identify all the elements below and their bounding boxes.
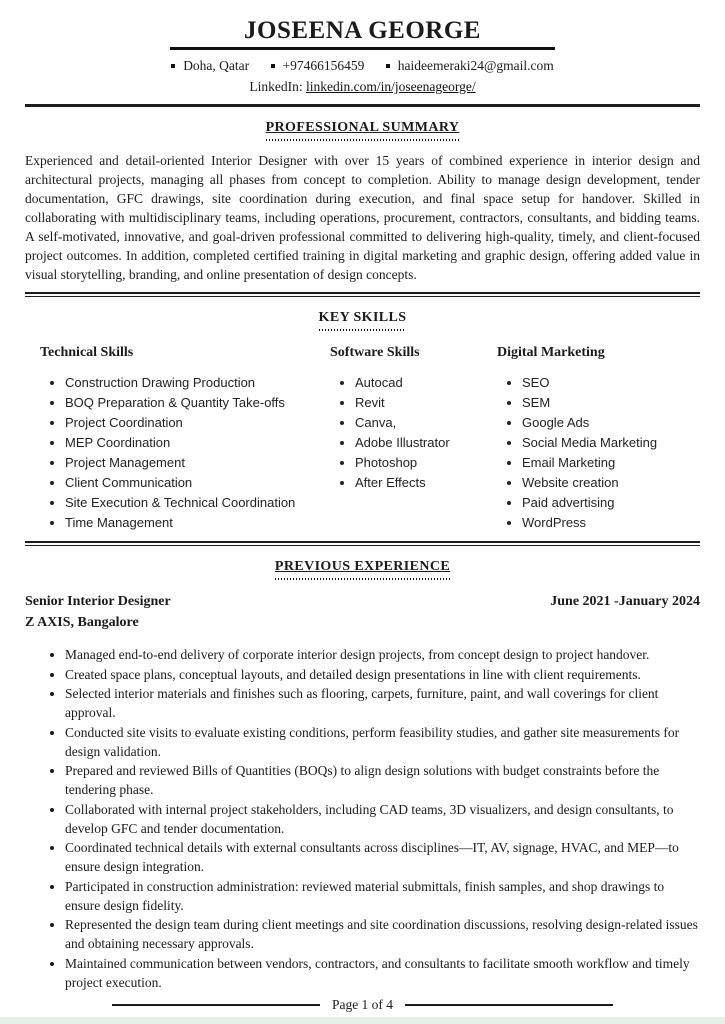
list-item: • Revit <box>355 393 497 413</box>
page-footer <box>0 997 725 1013</box>
list-item: • MEP Coordination <box>65 433 330 453</box>
list-item: • Project Coordination <box>65 413 330 433</box>
section-divider <box>25 541 700 546</box>
square-bullet-icon <box>386 64 390 68</box>
summary-heading: PROFESSIONAL SUMMARY <box>261 120 465 141</box>
page-indicator: Page 1 of 4 <box>331 997 394 1012</box>
header-rule <box>25 104 700 107</box>
contact-location: Doha, Qatar <box>171 58 249 73</box>
list-item: • Autocad <box>355 373 497 393</box>
linkedin-link[interactable]: linkedin.com/in/joseenageorge/ <box>306 79 476 94</box>
skills-heading-wrap <box>0 308 725 331</box>
linkedin-label: LinkedIn: <box>249 79 303 94</box>
square-bullet-icon <box>271 64 275 68</box>
footer-rule-right <box>405 1004 613 1006</box>
list-item: • Conducted site visits to evaluate existing conditions, perform feasibility studies, and gather site measurements for design validation. <box>65 723 700 761</box>
skills-column-title: Digital Marketing <box>497 345 605 360</box>
list-item: • BOQ Preparation & Quantity Take-offs <box>65 393 330 413</box>
list-item: • Collaborated with internal project stakeholders, including CAD teams, 3D visualizers, and design consultants, to develop GFC and tender documentation. <box>65 800 700 838</box>
list-item: • Website creation <box>522 473 700 493</box>
list-item: • Project Management <box>65 453 330 473</box>
list-item: • Google Ads <box>522 413 700 433</box>
skills-column-technical <box>25 345 330 533</box>
skills-column-digital-marketing <box>497 345 700 533</box>
name-underline <box>170 47 555 50</box>
list-item: • Time Management <box>65 513 330 533</box>
list-item: • Photoshop <box>355 453 497 473</box>
summary-paragraph: Experienced and detail-oriented Interior Designer with over 15 years of combined experience in interior design and architectural projects, managing all phases from concept to completion. Ability to manage design development, tender documentation, GFC drawings, site coordination during execution, and final space setup for handover. Skilled in collaborating with multidisciplinary teams, including operations, procurement, contractors, consultants, and bidding teams. A self-motivated, innovative, and goal-driven professional committed to delivering high-quality, timely, and client-focused project outcomes. In addition, completed certified training in digital marketing and graphic design, offering added value in visual storytelling, branding, and online presentation of design concepts. <box>25 153 700 282</box>
experience-heading-wrap <box>0 557 725 580</box>
list-item: • Prepared and reviewed Bills of Quantities (BOQs) to align design solutions with budget constraints before the tendering phase. <box>65 761 700 799</box>
contact-row <box>0 58 725 74</box>
list-item: • After Effects <box>355 473 497 493</box>
candidate-name: JOSEENA GEORGE <box>244 17 481 44</box>
list-item: • Paid advertising <box>522 493 700 513</box>
list-item: • WordPress <box>522 513 700 533</box>
company-name: Z AXIS, Bangalore <box>25 615 139 630</box>
skills-column-title: Technical Skills <box>40 345 134 360</box>
skills-column-title: Software Skills <box>330 345 420 360</box>
list-item: • Selected interior materials and finishes such as flooring, carpets, furniture, paint, and wall coverings for client approval. <box>65 684 700 722</box>
list-item: • Social Media Marketing <box>522 433 700 453</box>
skills-column-software <box>330 345 497 533</box>
square-bullet-icon <box>171 64 175 68</box>
list-item: • Construction Drawing Production <box>65 373 330 393</box>
list-item: • Client Communication <box>65 473 330 493</box>
software-skills-list <box>330 373 497 493</box>
list-item: • SEO <box>522 373 700 393</box>
list-item: • Adobe Illustrator <box>355 433 497 453</box>
job-title: Senior Interior Designer <box>25 594 171 609</box>
list-item: • Site Execution & Technical Coordination <box>65 493 330 513</box>
list-item: • Coordinated technical details with external consultants across disciplines—IT, AV, signage, HVAC, and MEP—to ensure design integration. <box>65 838 700 876</box>
list-item: • Represented the design team during client meetings and site coordination discussions, resolving design-related issues and obtaining necessary approvals. <box>65 915 700 953</box>
page-edge-strip <box>0 1017 725 1024</box>
job-dates: June 2021 -January 2024 <box>550 594 700 609</box>
summary-heading-wrap <box>0 118 725 141</box>
contact-phone: +97466156459 <box>271 58 365 73</box>
skills-columns <box>0 345 725 533</box>
linkedin-row <box>0 79 725 95</box>
skills-heading: KEY SKILLS <box>314 310 412 331</box>
list-item: • Email Marketing <box>522 453 700 473</box>
list-item: • Created space plans, conceptual layouts, and detailed design presentations in line with client requirements. <box>65 665 700 684</box>
job-header <box>0 594 725 610</box>
digital-marketing-list <box>497 373 700 533</box>
list-item: • Participated in construction administration: reviewed material submittals, finish samples, and shop drawings to ensure design fidelity. <box>65 877 700 915</box>
experience-heading: PREVIOUS EXPERIENCE <box>270 559 455 580</box>
list-item: • Canva, <box>355 413 497 433</box>
experience-bullets <box>52 645 700 992</box>
footer-rule-left <box>112 1004 320 1006</box>
section-divider <box>25 292 700 297</box>
list-item: • Managed end-to-end delivery of corporate interior design projects, from concept design to project handover. <box>65 645 700 664</box>
list-item: • Maintained communication between vendors, contractors, and consultants to facilitate smooth workflow and timely project execution. <box>65 954 700 992</box>
technical-skills-list <box>40 373 330 533</box>
list-item: • SEM <box>522 393 700 413</box>
contact-email: haideemeraki24@gmail.com <box>386 58 554 73</box>
